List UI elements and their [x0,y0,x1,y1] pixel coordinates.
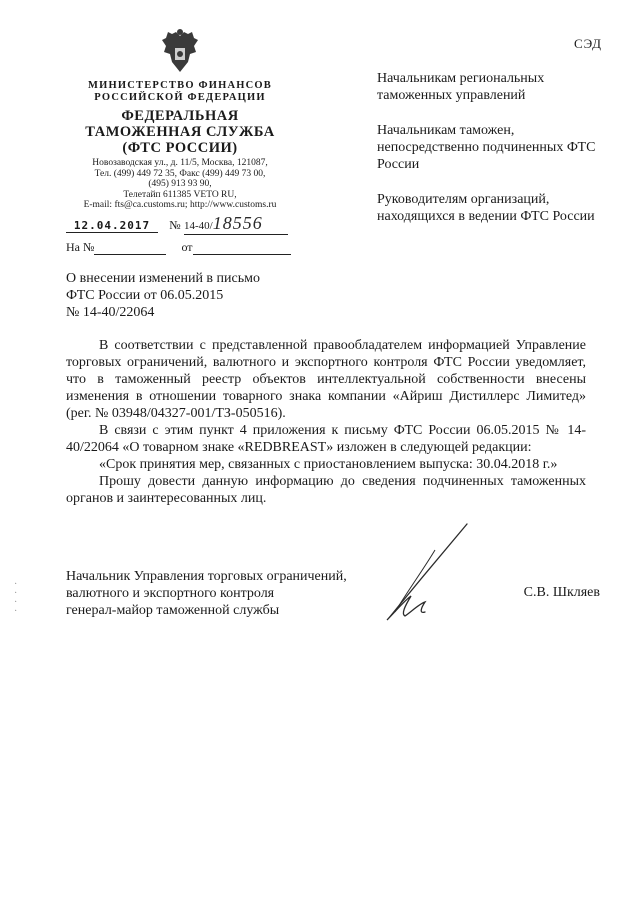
body-paragraph: «Срок принятия мер, связанных с приостановлением выпуска: 30.04.2018 г.» [99,457,558,472]
signatory-position: Начальник Управления торговых ограничений, валютного и экспортного контроля генерал-майор таможенной службы [66,569,347,618]
coat-of-arms-emblem-icon [158,28,202,76]
registration-number: 14-40/18556 [184,213,288,235]
body-paragraph: В соответствии с представленной правообладателем информацией Управление торговых ограничений, валютного и экспортного контроля ФТС России уведомляет, что в таможенный реестр объектов интеллектуальной собственности внесены изменения в отношении товарного знака компании «Айриш Дистиллерс Лимитед» (рег. № 03948/04327-001/ТЗ-050516). [66,338,586,421]
handwritten-signature-icon [375,520,475,625]
recipient: Руководителям организаций, находящихся в ведении ФТС России [377,192,595,224]
agency-address: Новозаводская ул., д. 11/5, Москва, 121087, Тел. (499) 449 72 35, Факс (499) 449 73 00, (495) 913 93 90, Телетайп 611385 VETO RU, E-mail: fts@ca.customs.ru; http://www.customs.ru [83,158,277,210]
recipient: Начальникам региональных таможенных управлений [377,71,545,103]
registration-date: 12.04.2017 [66,219,158,233]
ref-date-blank [193,239,291,255]
ref-from-label: от [181,240,193,254]
body-paragraph: В связи с этим пункт 4 приложения к письму ФТС России 06.05.2015 № 14-40/22064 «О товарном знаке «REDBREAST» изложен в следующей редакции: [66,423,586,455]
scan-artifact: · · · · [14,579,18,617]
registration-row [66,213,288,235]
signatory-name: С.В. Шкляев [523,585,600,600]
ref-label: На № [66,240,95,254]
agency-name: ФЕДЕРАЛЬНАЯ ТАМОЖЕННАЯ СЛУЖБА (ФТС РОССИИ) [85,108,275,156]
recipient: Начальникам таможен, непосредственно подчиненных ФТС России [377,123,596,172]
recipients-block [377,70,607,243]
ministry-name: МИНИСТЕРСТВО ФИНАНСОВ РОССИЙСКОЙ ФЕДЕРАЦИИ [88,80,272,103]
document-mark: СЭД [573,36,602,51]
ref-number-blank [94,239,166,255]
letter-subject: О внесении изменений в письмо ФТС России от 06.05.2015 № 14-40/22064 [66,271,260,320]
letter-body [66,337,586,507]
body-paragraph: Прошу довести данную информацию до сведения подчиненных таможенных органов и заинтересованных лиц. [66,474,586,506]
number-label: № [169,218,181,232]
reference-row [66,239,291,255]
